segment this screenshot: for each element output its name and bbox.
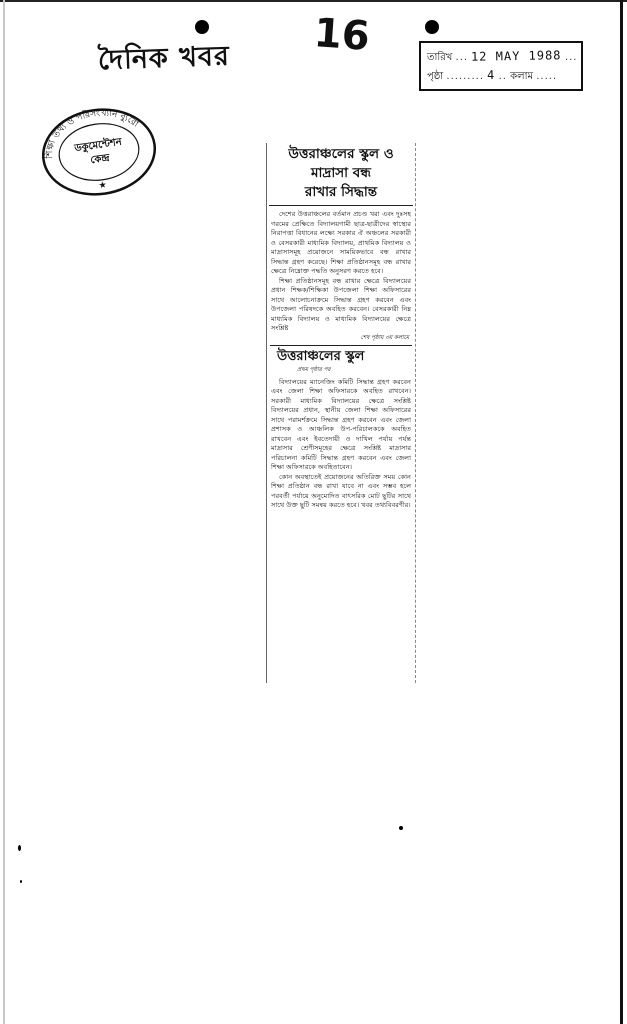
page-left-edge <box>3 0 5 1024</box>
seal-star-icon: ★ <box>98 180 108 192</box>
page-right-edge <box>620 0 623 1024</box>
page-value: 4 <box>487 67 496 83</box>
headline-line-2: মাদ্রাসা বন্ধ <box>310 165 372 181</box>
news-clipping <box>266 143 416 683</box>
scan-speck <box>20 880 22 883</box>
page-label: পৃষ্ঠা <box>427 71 444 82</box>
scan-speck <box>399 826 403 830</box>
headline-line-3: রাখার সিদ্ধান্ত <box>304 184 378 200</box>
punch-hole-left <box>195 20 209 34</box>
svg-text:শিক্ষা তথ্য ও পরিসংখ্যান ব্যুর <box>38 102 144 161</box>
newspaper-name: দৈনিক খবর <box>97 40 231 77</box>
scan-speck <box>18 845 21 851</box>
seal-outer-text: শিক্ষা তথ্য ও পরিসংখ্যান ব্যুরো <box>45 108 141 159</box>
article-paragraph-1: দেশের উত্তরাঞ্চলের বর্তমান প্রচণ্ড খরা এবং দুঃসহ গরমের প্রেক্ষিতে বিদ্যালয়গামী ছাত্র-ছাত্রীদের স্বাস্থ্যের নিরাপত্তা বিধানের লক্ষ্যে সরকার ঐ অঞ্চলের সরকারী ও বেসরকারী মাধ্যমিক বিদ্যালয়, প্রাথমিক বিদ্যালয় ও মাদ্রাসাসমূহ প্রয়োজনে সাময়িকভাবে বন্ধ রাখার সিদ্ধান্ত গ্রহণ করেছে। শিক্ষা প্রতিষ্ঠানসমূহ বন্ধ রাখার ক্ষেত্রে নিম্নোক্ত পদ্ধতি অনুসরণ করতে হবে। <box>271 210 411 275</box>
page-number: 16 <box>312 10 372 60</box>
date-value: 12 MAY 1988 <box>471 48 562 64</box>
page-top-edge <box>0 0 627 2</box>
headline-line-1: উত্তরাঞ্চলের স্কুল ও <box>288 146 394 162</box>
date-label: তারিখ <box>427 52 453 63</box>
continued-note: শেষ পৃষ্ঠায় ৩য় কলামে <box>360 334 409 341</box>
article-paragraph-2: শিক্ষা প্রতিষ্ঠানসমূহ বন্ধ রাখার ক্ষেত্রে বিদ্যালয়ের প্রধান শিক্ষক/শিক্ষিকা উপজেলা শিক্ষা অফিসারের সাথে আলোচনাক্রমে সিদ্ধান্ত গ্রহণ করবেন এবং উপজেলা পরিষদকে অবহিত করবেন। বেসরকারী নিম্ন মাধ্যমিক বিদ্যালয় ও মাধ্যমিক বিদ্যালয়ের ক্ষেত্রে সংশ্লিষ্ট <box>271 276 411 332</box>
punch-hole-right <box>425 20 439 34</box>
article-paragraph-3: বিদ্যালয়ের ম্যানেজিং কমিটি সিদ্ধান্ত গ্রহণ করবেন এবং জেলা শিক্ষা অফিসারকে অবহিত রাখবেন। সরকারী মাধ্যমিক বিদ্যালয়ের ক্ষেত্রে সংশ্লিষ্ট বিদ্যালয়ের প্রধান, স্থানীয় জেলা শিক্ষা অফিসারের সাথে পরামর্শক্রমে সিদ্ধান্ত গ্রহণ করবেন এবং জেলা প্রশাসক ও আঞ্চলিক উপ-পরিচালককে অবহিত রাখবেন এবং ইবতেদায়ী ও দাখিল পর্যায় পর্যন্ত মাদ্রাসার শ্রেণীসমূহের ক্ষেত্রে সংশ্লিষ্ট মাদ্রাসার পরিচালনা কমিটি সিদ্ধান্ত গ্রহণ করবেন এবং জেলা শিক্ষা অফিসারকে অবহিতাবেন। <box>271 377 411 471</box>
article-headline <box>269 145 413 206</box>
continuation-headline: উত্তরাঞ্চলের স্কুল <box>277 348 365 364</box>
article-paragraph-4: কোন অবস্থাতেই প্রয়োজনের অতিরিক্ত সময় কোন শিক্ষা প্রতিষ্ঠান বন্ধ রাখা যাবে না এবং সম্ভব হলে পরবর্তী পর্যায়ে অনুমোদিত বাৎসরিক মোট ছুটির সাথে সাথে উক্ত ছুটি সমন্বয় করতে হবে। খবর তথ্যবিবরণীর। <box>271 472 411 509</box>
column-label: কলাম <box>510 71 534 82</box>
date-row: তারিখ ... 12 MAY 1988 ... <box>427 48 578 64</box>
continuation-note: প্রথম পৃষ্ঠার পর <box>297 366 331 373</box>
seal-center-line1: ডকুমেন্টেশন <box>73 136 123 155</box>
documentation-center-seal <box>34 100 163 204</box>
seal-center-line2: কেন্দ্র <box>89 152 111 167</box>
date-stamp-box <box>419 41 583 91</box>
section-divider <box>270 345 412 346</box>
page-row: পৃষ্ঠা ......... 4 .. কলাম ..... <box>427 67 558 83</box>
